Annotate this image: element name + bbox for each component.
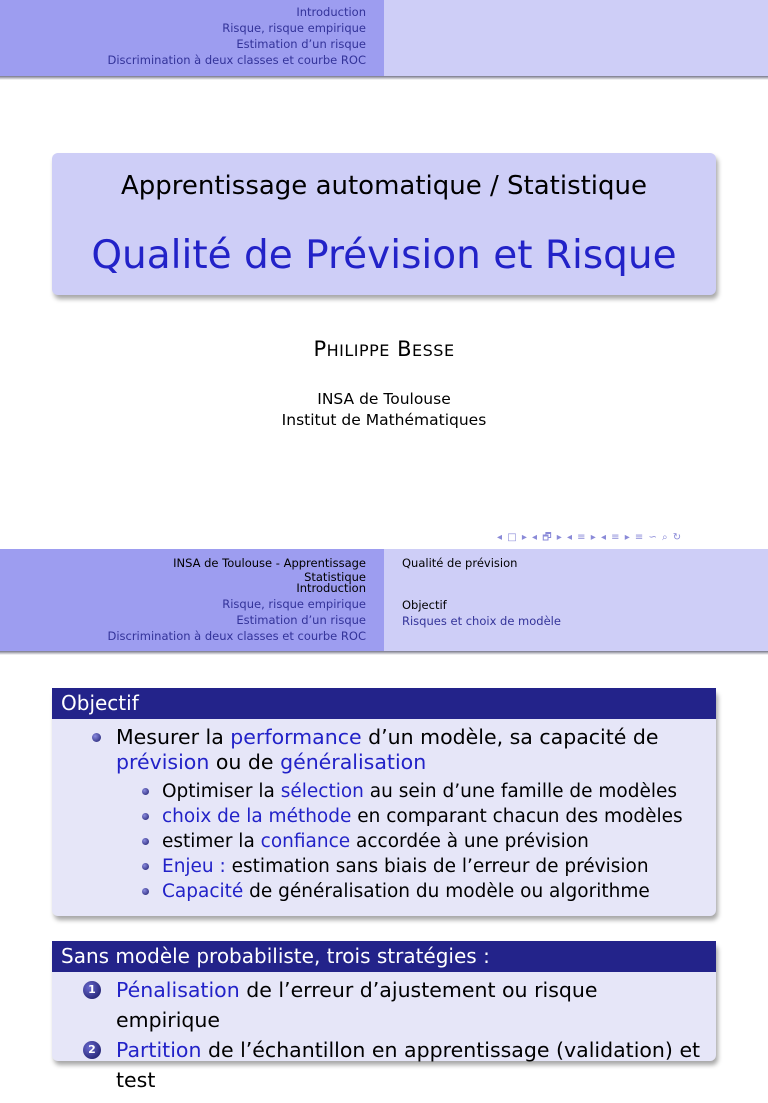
sub-list-item: estimer la confiance accordée à une prévision — [62, 829, 706, 854]
slide1-header — [0, 0, 768, 76]
presentation-subtitle: Apprentissage automatique / Statistique — [120, 171, 648, 201]
nav-discrimination[interactable]: Discrimination à deux classes et courbe ROC — [107, 629, 366, 643]
number-badge: 1 — [83, 981, 101, 999]
nav-introduction[interactable]: Introduction — [296, 5, 366, 19]
number-badge: 2 — [83, 1041, 101, 1059]
subsection-objectif[interactable]: Objectif — [402, 598, 447, 612]
section-nav-2 — [0, 580, 366, 644]
nav-risque[interactable]: Risque, risque empirique — [222, 597, 366, 611]
beamer-navigation-icons[interactable]: ◂ □ ▸ ◂ 🗗 ▸ ◂ ≡ ▸ ◂ ≡ ▸ ≡ ∽ ⌕ ↻ — [497, 532, 683, 543]
sub-list-item: Enjeu : estimation sans biais de l’erreur de prévision — [62, 854, 706, 879]
strategies-block — [52, 941, 716, 1092]
bullet-icon — [92, 733, 101, 742]
header-course: INSA de Toulouse - Apprentissage Statistique — [173, 556, 366, 584]
subsection-nav — [402, 597, 561, 629]
bullet-icon — [142, 788, 149, 795]
nav-risque[interactable]: Risque, risque empirique — [222, 21, 366, 35]
enum-item: 2 Partition de l’échantillon en apprentissage (validation) et test — [62, 1035, 706, 1095]
bullet-icon — [142, 813, 149, 820]
nav-introduction[interactable]: Introduction — [296, 581, 366, 595]
sub-list-item: Optimiser la sélection au sein d’une famille de modèles — [62, 779, 706, 804]
bullet-icon — [142, 838, 149, 845]
institution: INSA de Toulouse Institut de Mathématiques — [281, 390, 487, 429]
list-item: Mesurer la performance d’un modèle, sa capacité de prévision ou de généralisation — [62, 725, 706, 775]
objectif-block — [52, 688, 716, 916]
section-nav — [0, 4, 366, 68]
nav-estimation[interactable]: Estimation d’un risque — [236, 37, 366, 51]
author-name: PHILIPPE BESSE — [313, 337, 455, 361]
subsection-risques[interactable]: Risques et choix de modèle — [402, 614, 561, 628]
header-topic: Qualité de prévision — [402, 556, 518, 570]
block-title: Objectif — [52, 688, 716, 719]
nav-estimation[interactable]: Estimation d’un risque — [236, 613, 366, 627]
block-title: Sans modèle probabiliste, trois stratégies : — [52, 941, 716, 972]
enum-item: 1 Pénalisation de l’erreur d’ajustement ou risque empirique — [62, 975, 706, 1035]
presentation-title: Qualité de Prévision et Risque — [91, 233, 677, 278]
bullet-icon — [142, 863, 149, 870]
sub-list-item: choix de la méthode en comparant chacun des modèles — [62, 804, 706, 829]
sub-list-item: Capacité de généralisation du modèle ou algorithme — [62, 879, 706, 904]
title-block — [52, 153, 716, 295]
bullet-icon — [142, 888, 149, 895]
nav-discrimination[interactable]: Discrimination à deux classes et courbe ROC — [107, 53, 366, 67]
